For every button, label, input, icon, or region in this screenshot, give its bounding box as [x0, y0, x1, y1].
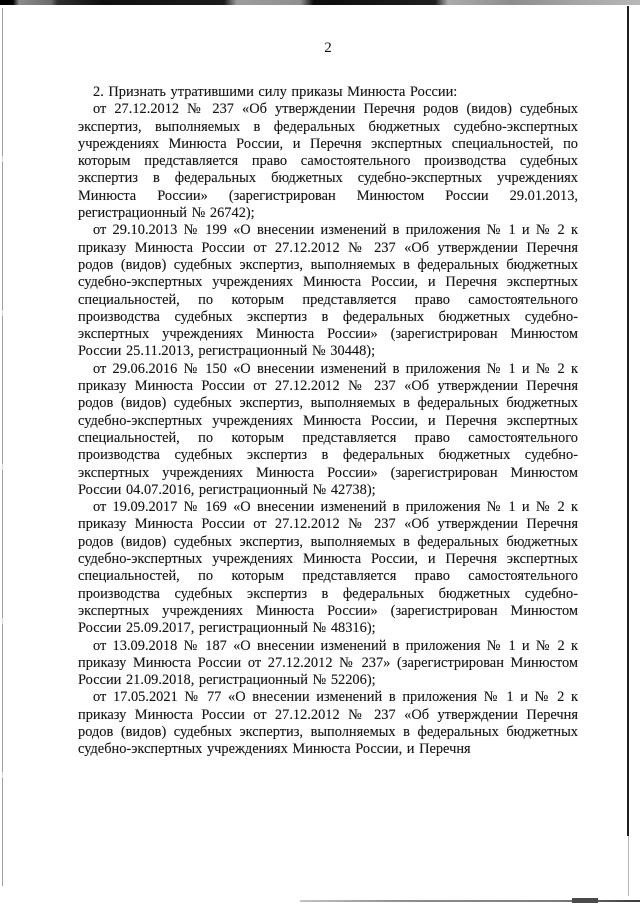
document-body: [78, 84, 578, 759]
paragraph-order-150: от 29.06.2016 № 150 «О внесении изменений в приложения № 1 и № 2 к приказу Минюста России от 27.12.2012 № 237 «Об утверждении Перечня родов (видов) судебных экспертиз, выполняемых в федеральных бюджетных судебно-экспертных учреждениях Минюста России, и Перечня экспертных специальностей, по которым представляется право самостоятельного производства судебных экспертиз в федеральных бюджетных судебно-экспертных учреждениях Минюста России» (зарегистрирован Минюстом России 04.07.2016, регистрационный № 42738);: [78, 360, 578, 498]
scan-artifact-right-edge-fade: [628, 836, 629, 896]
paragraph-order-237: от 27.12.2012 № 237 «Об утверждении Перечня родов (видов) судебных экспертиз, выполняемых в федеральных бюджетных судебно-экспертных учреждениях Минюста России, и Перечня экспертных специальностей, по которым представляется право самостоятельного производства судебных экспертиз в федеральных бюджетных судебно-экспертных учреждениях Минюста России» (зарегистрирован Минюстом России 29.01.2013, регистрационный № 26742);: [78, 101, 578, 222]
paragraph-order-77: от 17.05.2021 № 77 «О внесении изменений в приложения № 1 и № 2 к приказу Минюста России от 27.12.2012 № 237 «Об утверждении Перечня родов (видов) судебных экспертиз, выполняемых в федеральных бюджетных судебно-экспертных учреждениях Минюста России, и Перечня: [78, 689, 578, 758]
paragraph-order-187: от 13.09.2018 № 187 «О внесении изменений в приложения № 1 и № 2 к приказу Минюста России от 27.12.2012 № 237» (зарегистрирован Минюстом России 21.09.2018, регистрационный № 52206);: [78, 637, 578, 689]
scan-artifact-bottom-blot: [572, 898, 598, 903]
paragraph-intro: 2. Признать утратившими силу приказы Минюста России:: [93, 84, 458, 100]
paragraph-order-199: от 29.10.2013 № 199 «О внесении изменений в приложения № 1 и № 2 к приказу Минюста России от 27.12.2012 № 237 «Об утверждении Перечня родов (видов) судебных экспертиз, выполняемых в федеральных бюджетных судебно-экспертных учреждениях Минюста России, и Перечня экспертных специальностей, по которым представляется право самостоятельного производства судебных экспертиз в федеральных бюджетных судебно-экспертных учреждениях Минюста России» (зарегистрирован Минюстом России 25.11.2013, регистрационный № 30448);: [78, 222, 578, 360]
scan-artifact-right-edge: [627, 6, 629, 836]
page-number: 2: [324, 40, 332, 56]
scan-artifact-top-edge: [0, 0, 640, 5]
paragraph-order-169: от 19.09.2017 № 169 «О внесении изменений в приложения № 1 и № 2 к приказу Минюста России от 27.12.2012 № 237 «Об утверждении Перечня родов (видов) судебных экспертиз, выполняемых в федеральных бюджетных судебно-экспертных учреждениях Минюста России, и Перечня экспертных специальностей, по которым представляется право самостоятельного производства судебных экспертиз в федеральных бюджетных судебно-экспертных учреждениях Минюста России» (зарегистрирован Минюстом России 25.09.2017, регистрационный № 48316);: [78, 499, 578, 637]
scan-artifact-left-edge: [2, 8, 3, 886]
